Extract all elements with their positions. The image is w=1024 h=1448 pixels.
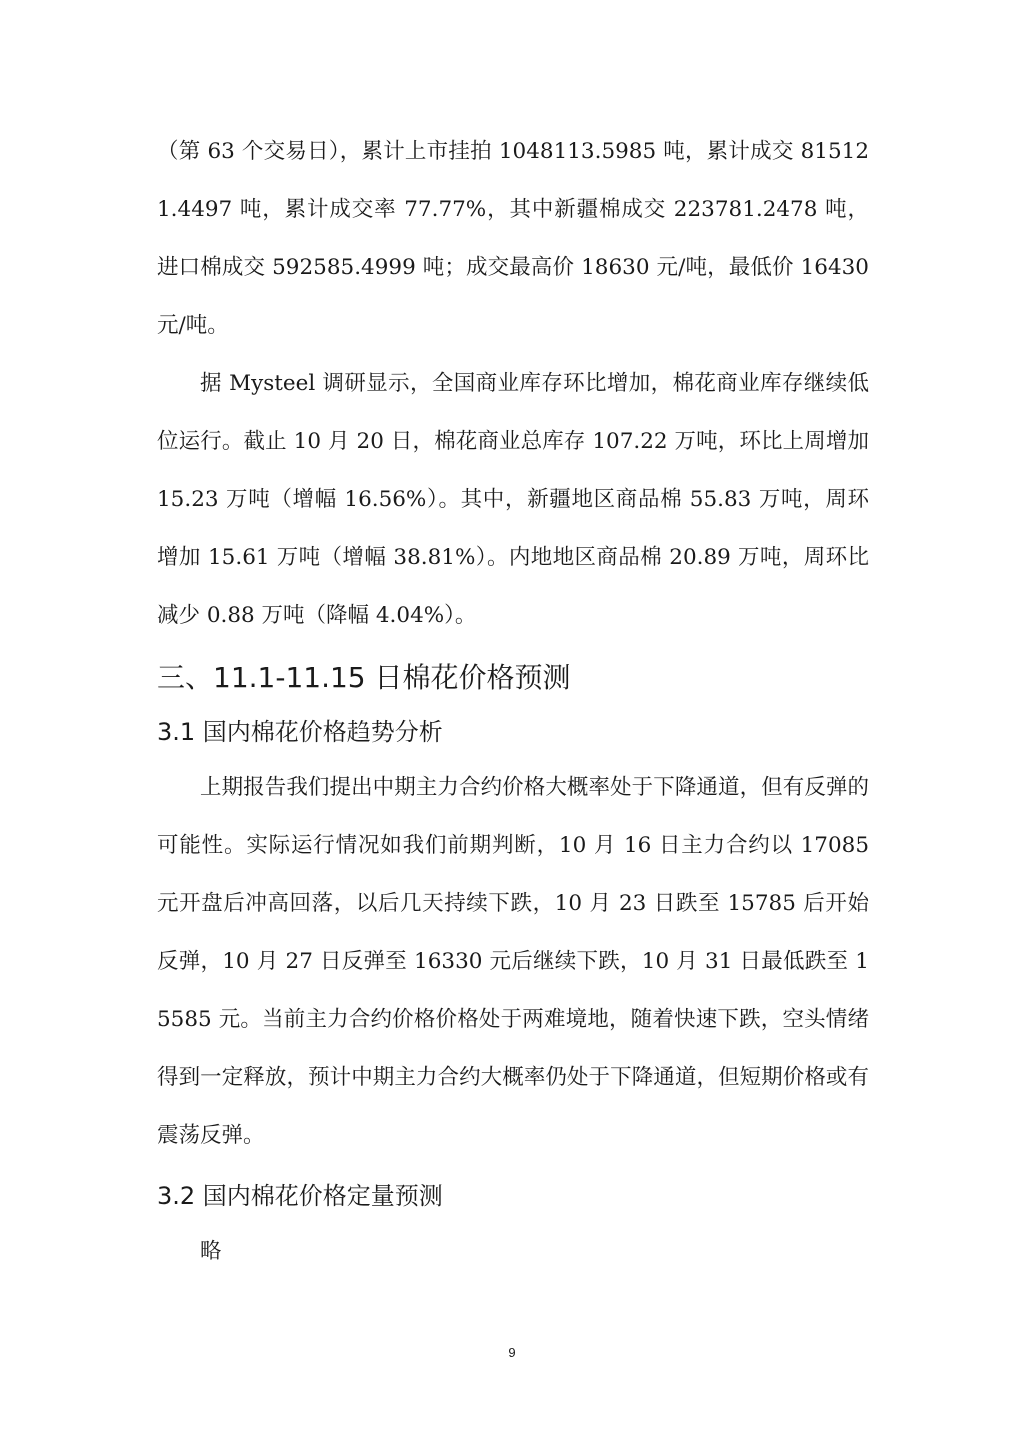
subsection-heading-quantitative-forecast: 3.2 国内棉花价格定量预测 bbox=[157, 1182, 443, 1210]
paragraph-quantitative-forecast: 略 bbox=[200, 1239, 222, 1264]
paragraph-commercial-inventory: 据 Mysteel 调研显示，全国商业库存环比增加，棉花商业库存继续低位运行。截止 10 月 20 日，棉花商业总库存 107.22 万吨，环比上周增加 15.23 万吨（增幅 16.56%）。其中，新疆地区商品棉 55.83 万吨，周环增加 15.61 万吨（增幅 38.81%）。内地地区商品棉 20.89 万吨，周环比减少 0.88 万吨（降幅 4.04%）。 bbox=[157, 371, 869, 628]
section-heading-price-forecast: 三、11.1-11.15 日棉花价格预测 bbox=[157, 661, 571, 694]
page-number: 9 bbox=[508, 1345, 516, 1360]
paragraph-auction-summary: （第 63 个交易日），累计上市挂拍 1048113.5985 吨，累计成交 815121.4497 吨，累计成交率 77.77%，其中新疆棉成交 223781.2478 吨，进口棉成交 592585.4999 吨；成交最高价 18630 元/吨，最低价 16430 元/吨。 bbox=[157, 139, 869, 338]
paragraph-trend-analysis: 上期报告我们提出中期主力合约价格大概率处于下降通道，但有反弹的可能性。实际运行情况如我们前期判断，10 月 16 日主力合约以 17085 元开盘后冲高回落，以后几天持续下跌，10 月 23 日跌至 15785 后开始反弹，10 月 27 日反弹至 16330 元后继续下跌，10 月 31 日最低跌至 15585 元。当前主力合约价格价格处于两难境地，随着快速下跌，空头情绪得到一定释放，预计中期主力合约大概率仍处于下降通道，但短期价格或有震荡反弹。 bbox=[157, 775, 869, 1148]
subsection-heading-trend-analysis: 3.1 国内棉花价格趋势分析 bbox=[157, 718, 443, 746]
page-content bbox=[157, 130, 869, 1281]
